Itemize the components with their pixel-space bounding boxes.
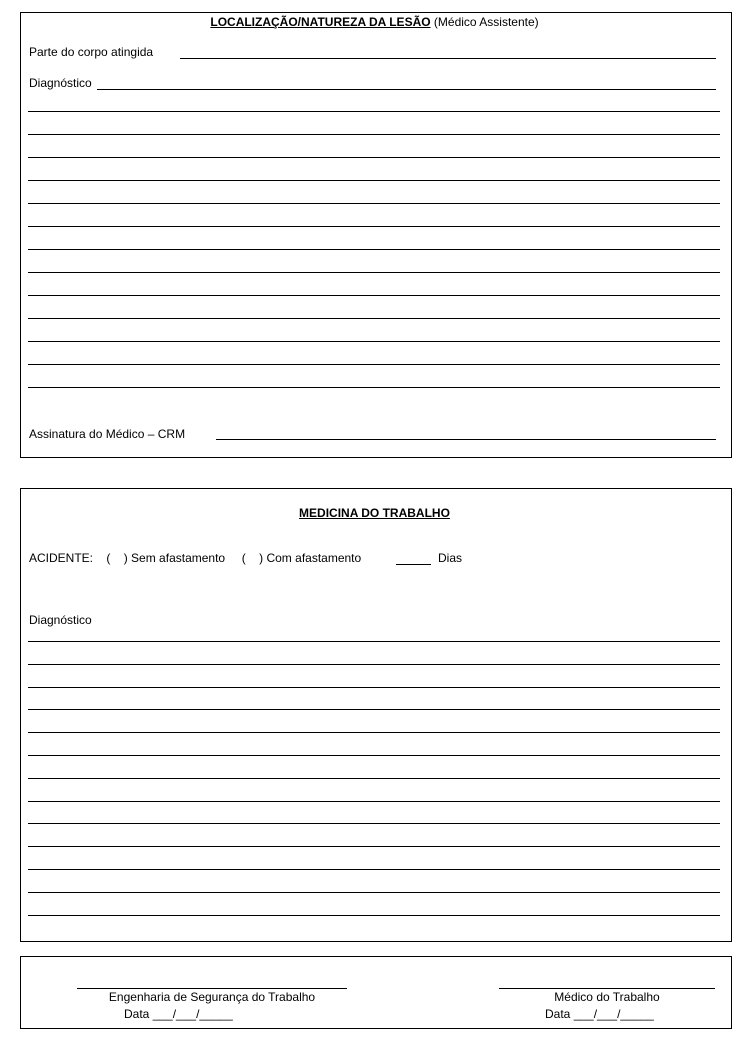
injury-section-title-row <box>0 15 749 29</box>
right-date-field[interactable]: ___/___/_____ <box>573 1007 654 1021</box>
diagnosis-label: Diagnóstico <box>29 76 92 90</box>
diagnosis-field-line[interactable] <box>97 89 716 90</box>
right-signature-label: Médico do Trabalho <box>554 990 660 1004</box>
right-date-label: Data <box>545 1007 571 1021</box>
diagnosis-writing-line[interactable] <box>28 318 720 319</box>
diagnosis-writing-line[interactable] <box>28 295 720 296</box>
diagnosis-writing-line[interactable] <box>28 180 720 181</box>
left-signature-line[interactable] <box>77 988 347 989</box>
without-leave-checkbox[interactable]: ( ) <box>106 551 128 565</box>
diagnosis-writing-line[interactable] <box>28 364 720 365</box>
diagnosis-writing-line[interactable] <box>28 134 720 135</box>
left-signature-label: Engenharia de Segurança do Trabalho <box>108 990 316 1004</box>
left-date-field[interactable]: ___/___/_____ <box>152 1007 233 1021</box>
diagnosis-writing-line[interactable] <box>28 111 720 112</box>
signature-field[interactable] <box>216 439 716 440</box>
signature-label: Assinatura do Médico – CRM <box>29 427 186 441</box>
with-leave-checkbox[interactable]: ( ) <box>241 551 264 565</box>
body-part-field[interactable] <box>180 58 716 59</box>
occupational-diagnosis-writing-line[interactable] <box>28 915 720 916</box>
occupational-diagnosis-writing-line[interactable] <box>28 687 720 688</box>
diagnosis-writing-line[interactable] <box>28 272 720 273</box>
days-field[interactable] <box>396 564 431 565</box>
occupational-diagnosis-writing-line[interactable] <box>28 823 720 824</box>
left-date-row <box>124 1007 233 1021</box>
occupational-diagnosis-writing-line[interactable] <box>28 778 720 779</box>
injury-section-title-note: (Médico Assistente) <box>433 15 539 29</box>
occupational-diagnosis-writing-line[interactable] <box>28 869 720 870</box>
occupational-diagnosis-writing-line[interactable] <box>28 641 720 642</box>
without-leave-label: Sem afastamento <box>131 551 226 565</box>
right-signature-line[interactable] <box>499 988 715 989</box>
injury-section-title: LOCALIZAÇÃO/NATUREZA DA LESÃO <box>210 15 431 29</box>
occupational-medicine-title: MEDICINA DO TRABALHO <box>299 506 450 520</box>
diagnosis-writing-line[interactable] <box>28 226 720 227</box>
left-date-label: Data <box>124 1007 150 1021</box>
days-label: Dias <box>438 551 463 565</box>
diagnosis-writing-line[interactable] <box>28 387 720 388</box>
occupational-diagnosis-writing-line[interactable] <box>28 709 720 710</box>
diagnosis-writing-line[interactable] <box>28 341 720 342</box>
accident-label: ACIDENTE: <box>29 551 94 565</box>
diagnosis-writing-line[interactable] <box>28 203 720 204</box>
injury-section <box>20 12 732 458</box>
with-leave-label: Com afastamento <box>266 551 362 565</box>
occupational-diagnosis-writing-line[interactable] <box>28 846 720 847</box>
occupational-diagnosis-writing-line[interactable] <box>28 732 720 733</box>
occupational-diagnosis-writing-line[interactable] <box>28 892 720 893</box>
occupational-diagnosis-writing-line[interactable] <box>28 801 720 802</box>
accident-row <box>29 551 361 565</box>
body-part-label: Parte do corpo atingida <box>29 45 154 59</box>
right-date-row <box>545 1007 654 1021</box>
occupational-diagnosis-writing-line[interactable] <box>28 755 720 756</box>
diagnosis-writing-line[interactable] <box>28 157 720 158</box>
diagnosis-writing-line[interactable] <box>28 249 720 250</box>
occupational-diagnosis-label: Diagnóstico <box>29 613 92 627</box>
occupational-diagnosis-writing-line[interactable] <box>28 664 720 665</box>
